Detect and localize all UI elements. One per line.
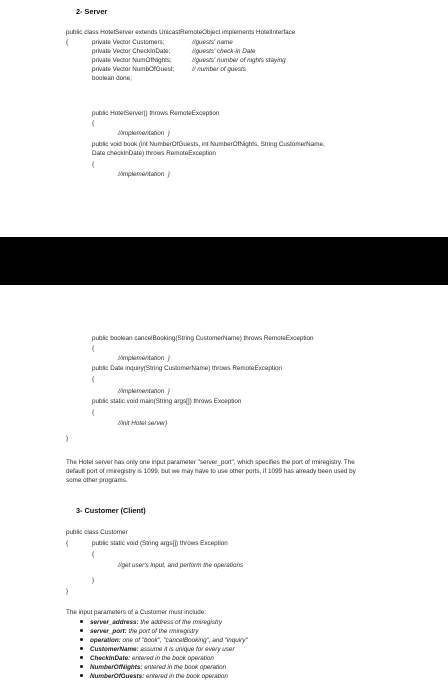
list-item: operation: one of "book", "cancelBooking", and "inquiry"	[80, 637, 248, 645]
code-field-done: boolean done;	[92, 75, 132, 82]
code-method-book-cont: Date checkInDate) throws RemoteException	[92, 150, 216, 157]
code-brace-close: }	[92, 577, 95, 584]
code-method-main-client: public static void (String args[]) throws Exception	[92, 540, 228, 547]
bullet-dot-icon	[80, 647, 83, 650]
code-field-nights: private Vector NumOfNights;	[92, 57, 172, 64]
code-brace-open: {	[92, 345, 95, 352]
code-line-class-decl: public class HotelServer extends UnicastRemoteObject implements HotelInterface	[66, 29, 296, 36]
list-item: NumberOfNights: entered in the book operation	[80, 664, 226, 672]
code-field-customers: private Vector Customers;	[92, 39, 165, 46]
code-method-main: public static void main(String args[]) throws Exception	[92, 398, 242, 405]
code-brace-open: {	[92, 551, 95, 558]
input-parameters-intro: The input parameters of a Customer must include:	[66, 609, 206, 616]
code-brace-close: }	[66, 588, 69, 595]
code-comment-checkin: //guests' check-in Date	[192, 48, 256, 55]
bullet-dot-icon	[80, 638, 83, 641]
list-item: NumberOfGuests: entered in the book operation	[80, 673, 228, 681]
code-comment-impl: //implementation }	[118, 171, 170, 178]
document-page-top	[0, 0, 448, 237]
code-comment-guests: // number of guests	[192, 66, 246, 73]
bullet-dot-icon	[80, 656, 83, 659]
list-item: server_port: the port of the rmiregistry	[80, 628, 199, 636]
code-field-guests: private Vector NumbOfGuest;	[92, 66, 175, 73]
list-item: CustomerName: assume it is unique for every user	[80, 646, 235, 654]
code-field-checkin: private Vector CheckInDate;	[92, 48, 171, 55]
bullet-dot-icon	[80, 674, 83, 677]
code-class-customer: public class Customer	[66, 529, 128, 536]
code-method-book: public void book (int NumberOfGuests, int NumberOfNights, String CustomerName,	[92, 141, 325, 148]
list-item: CheckInDate: entered in the book operation	[80, 655, 214, 663]
bullet-dot-icon	[80, 620, 83, 623]
code-comment-impl: //implementation }	[118, 388, 170, 395]
code-brace-open: {	[92, 120, 95, 127]
code-brace-open: {	[92, 409, 95, 416]
code-brace-open: {	[66, 39, 69, 46]
code-comment-init: //init Hotel server}	[118, 420, 168, 427]
code-comment-impl: //implementation }	[118, 355, 170, 362]
code-brace-open: {	[92, 161, 95, 168]
code-comment-nights: //guests' number of nights staying	[192, 57, 286, 64]
code-constructor: public HotelServer() throws RemoteException	[92, 110, 220, 117]
code-brace-close: }	[66, 435, 69, 442]
server-port-paragraph: The Hotel server has only one input parameter "server_port", which specifies the port of rmiregistry. The default port of rmiregistry is 1099, but we may have to use other ports, if 1099 has already been used by some other programs.	[66, 459, 356, 484]
section-heading-customer: 3- Customer (Client)	[76, 506, 146, 515]
code-brace-open: {	[92, 376, 95, 383]
bullet-dot-icon	[80, 629, 83, 632]
code-method-cancel: public boolean cancelBooking(String CustomerName) throws RemoteException	[92, 335, 314, 342]
section-heading-server: 2- Server	[76, 7, 108, 16]
bullet-dot-icon	[80, 665, 83, 668]
document-page-bottom	[0, 285, 448, 700]
code-comment-names: //guests' name	[192, 39, 233, 46]
list-item: server_address: the address of the rmiregistry	[80, 619, 222, 627]
code-comment-input: //get user's input, and perform the operations	[118, 562, 244, 569]
code-method-inquiry: public Date inquiry(String CustomerName) throws RemoteException	[92, 365, 283, 372]
code-brace-open: {	[66, 540, 69, 547]
code-comment-impl: //implementation }	[118, 130, 170, 137]
